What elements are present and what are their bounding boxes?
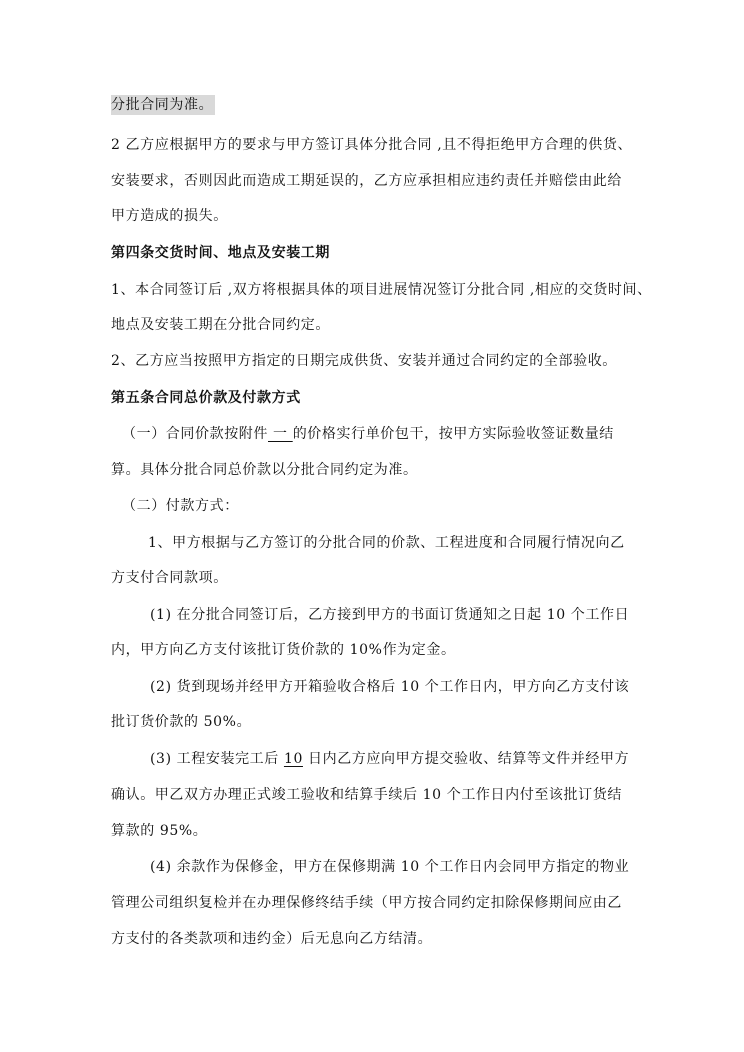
text-line: 方支付合同款项。 xyxy=(111,570,228,586)
text-line xyxy=(122,424,614,444)
text-line: 批订货价款的 50%。 xyxy=(111,714,252,730)
underlined-blank: 一 xyxy=(268,426,293,442)
text-line: (4) 余款作为保修金，甲方在保修期满 10 个工作日内会同甲方指定的物业 xyxy=(150,859,630,875)
text-span: 的价格实行单价包干，按甲方实际验收签证数量结 xyxy=(292,426,614,442)
text-line: 内，甲方向乙方支付该批订货价款的 10%作为定金。 xyxy=(111,642,456,658)
text-line: 方支付的各类款项和违约金）后无息向乙方结清。 xyxy=(111,931,433,947)
text-span: （一）合同价款按附件 xyxy=(122,426,268,442)
section-heading: 第四条交货时间、地点及安装工期 xyxy=(111,245,330,261)
text-line: 算。具体分批合同总价款以分批合同约定为准。 xyxy=(111,462,418,478)
text-line: 2、乙方应当按照甲方指定的日期完成供货、安装并通过合同约定的全部验收。 xyxy=(111,353,617,369)
text-line: 管理公司组织复检并在办理保修终结手续（甲方按合同约定扣除保修期间应由乙 xyxy=(111,895,622,911)
text-line: 1、本合同签订后 ,双方将根据具体的项目进展情况签订分批合同 ,相应的交货时间、 xyxy=(111,282,652,298)
text-line: 2 乙方应根据甲方的要求与甲方签订具体分批合同 ,且不得拒绝甲方合理的供货、 xyxy=(111,137,633,153)
text-line xyxy=(150,749,629,769)
text-line: 1、甲方根据与乙方签订的分批合同的价款、工程进度和合同履行情况向乙 xyxy=(148,535,625,551)
text-span: 日内乙方应向甲方提交验收、结算等文件并经甲方 xyxy=(302,751,630,767)
section-heading: 第五条合同总价款及付款方式 xyxy=(111,390,301,406)
text-span: (3) 工程安装完工后 xyxy=(150,751,284,767)
text-line: 确认。甲乙双方办理正式竣工验收和结算手续后 10 个工作日内付至该批订货结 xyxy=(111,787,622,803)
text-line: （二）付款方式： xyxy=(122,498,239,514)
text-line xyxy=(111,95,215,115)
underlined-number: 10 xyxy=(283,751,303,767)
text-line: (1) 在分批合同签订后，乙方接到甲方的书面订货通知之日起 10 个工作日 xyxy=(150,607,630,623)
text-line: 算款的 95%。 xyxy=(111,823,208,839)
text-line: (2) 货到现场并经甲方开箱验收合格后 10 个工作日内，甲方向乙方支付该 xyxy=(150,679,630,695)
highlighted-text: 分批合同为准。 xyxy=(111,97,214,113)
text-line: 地点及安装工期在分批合同约定。 xyxy=(111,317,330,333)
text-line: 甲方造成的损失。 xyxy=(111,208,228,224)
text-line: 安装要求，否则因此而造成工期延误的，乙方应承担相应违约责任并赔偿由此给 xyxy=(111,173,622,189)
